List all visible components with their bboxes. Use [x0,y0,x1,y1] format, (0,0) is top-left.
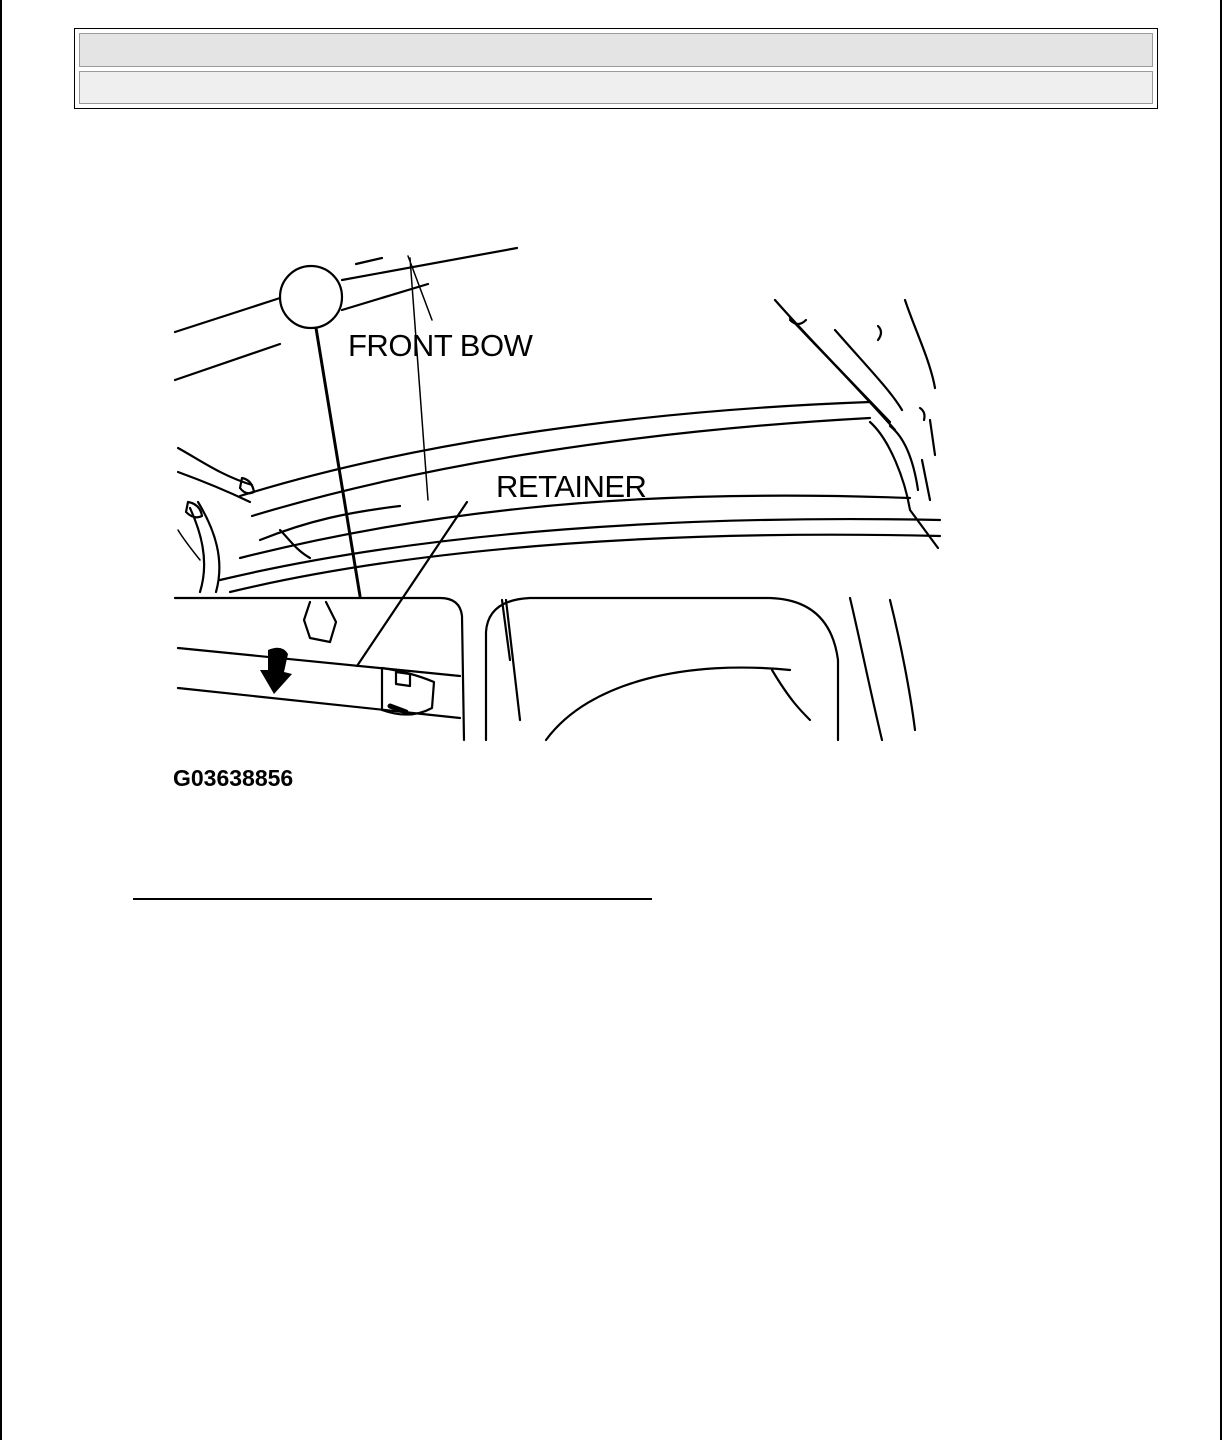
page-border-left [0,0,2,1440]
label-retainer: RETAINER [496,469,647,504]
divider [133,898,652,900]
header-row-title [79,33,1153,67]
label-front-bow: FRONT BOW [348,328,533,363]
header-box [74,28,1158,109]
header-row-subtitle [79,71,1153,104]
magnifier-circle [280,266,342,328]
down-arrow-icon [260,648,292,694]
figure-id: G03638856 [173,765,294,791]
illustration-front-bow-retainer [170,240,945,745]
page-border-right [1220,0,1222,1440]
